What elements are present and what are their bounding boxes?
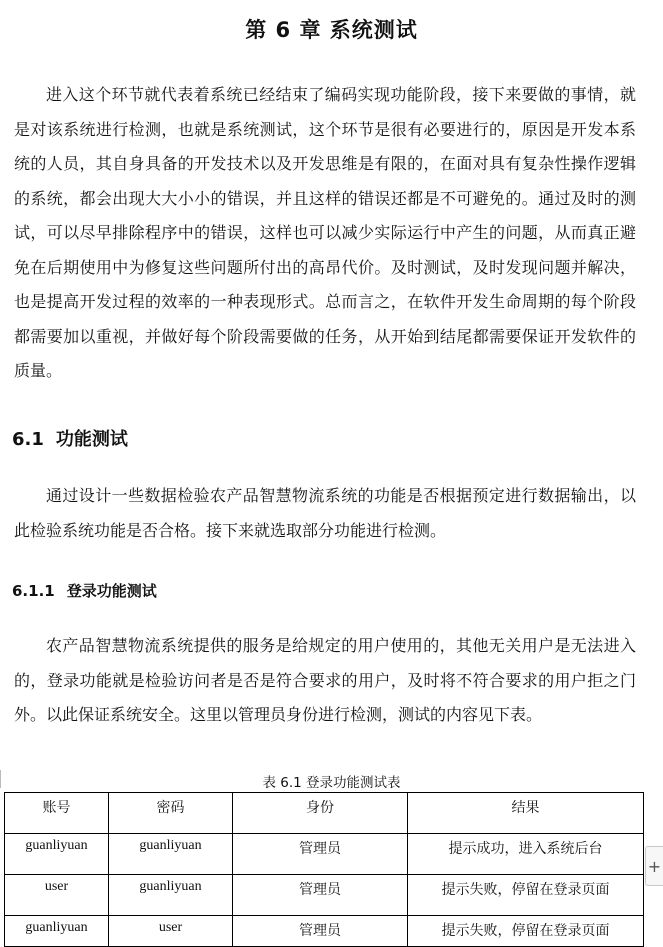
cell-result: 提示成功，进入系统后台 — [408, 834, 644, 875]
cell-result: 提示失败，停留在登录页面 — [408, 875, 644, 916]
subsection-heading — [12, 580, 157, 601]
cell-account: guanliyuan — [5, 916, 109, 947]
header-role: 身份 — [233, 793, 408, 834]
subsection-paragraph: 农产品智慧物流系统提供的服务是给规定的用户使用的，其他无关用户是无法进入的，登录功能就是检验访问者是否是符合要求的用户，及时将不符合要求的用户拒之门外。以此保证系统安全。这里以管理员身份进行检测，测试的内容见下表。 — [14, 636, 636, 724]
cell-password: guanliyuan — [109, 875, 233, 916]
cell-account: guanliyuan — [5, 834, 109, 875]
section-heading — [12, 425, 128, 451]
cell-role: 管理员 — [233, 834, 408, 875]
cell-role: 管理员 — [233, 916, 408, 947]
cell-password: user — [109, 916, 233, 947]
table-row — [5, 834, 644, 875]
subsection-number: 6.1.1 — [12, 582, 55, 600]
subsection-title: 登录功能测试 — [66, 582, 157, 600]
cell-account: user — [5, 875, 109, 916]
cell-result: 提示失败，停留在登录页面 — [408, 916, 644, 947]
login-test-table — [4, 792, 644, 947]
table-caption: 表 6.1 登录功能测试表 — [262, 775, 401, 791]
add-row-button[interactable]: + — [645, 846, 663, 886]
chapter-title: 第 6 章 系统测试 — [245, 18, 418, 42]
table-row — [5, 916, 644, 947]
table-row — [5, 875, 644, 916]
intro-paragraph: 进入这个环节就代表着系统已经结束了编码实现功能阶段，接下来要做的事情，就是对该系统进行检测，也就是系统测试，这个环节是很有必要进行的，原因是开发本系统的人员，其自身具备的开发技术以及开发思维是有限的，在面对具有复杂性操作逻辑的系统，都会出现大大小小的错误，并且这样的错误还都是不可避免的。通过及时的测试，可以尽早排除程序中的错误，这样也可以减少实际运行中产生的问题，从而真正避免在后期使用中为修复这些问题所付出的高昂代价。及时测试，及时发现问题并解决，也是提高开发过程的效率的一种表现形式。总而言之，在软件开发生命周期的每个阶段都需要加以重视，并做好每个阶段需要做的任务，从开始到结尾都需要保证开发软件的质量。 — [14, 85, 636, 380]
header-result: 结果 — [408, 793, 644, 834]
cell-role: 管理员 — [233, 875, 408, 916]
header-account: 账号 — [5, 793, 109, 834]
section-number: 6.1 — [12, 429, 44, 450]
header-password: 密码 — [109, 793, 233, 834]
cell-password: guanliyuan — [109, 834, 233, 875]
section-title: 功能测试 — [55, 429, 128, 450]
table-header-row — [5, 793, 644, 834]
section-paragraph: 通过设计一些数据检验农产品智慧物流系统的功能是否根据预定进行数据输出，以此检验系统功能是否合格。接下来就选取部分功能进行检测。 — [14, 486, 636, 540]
